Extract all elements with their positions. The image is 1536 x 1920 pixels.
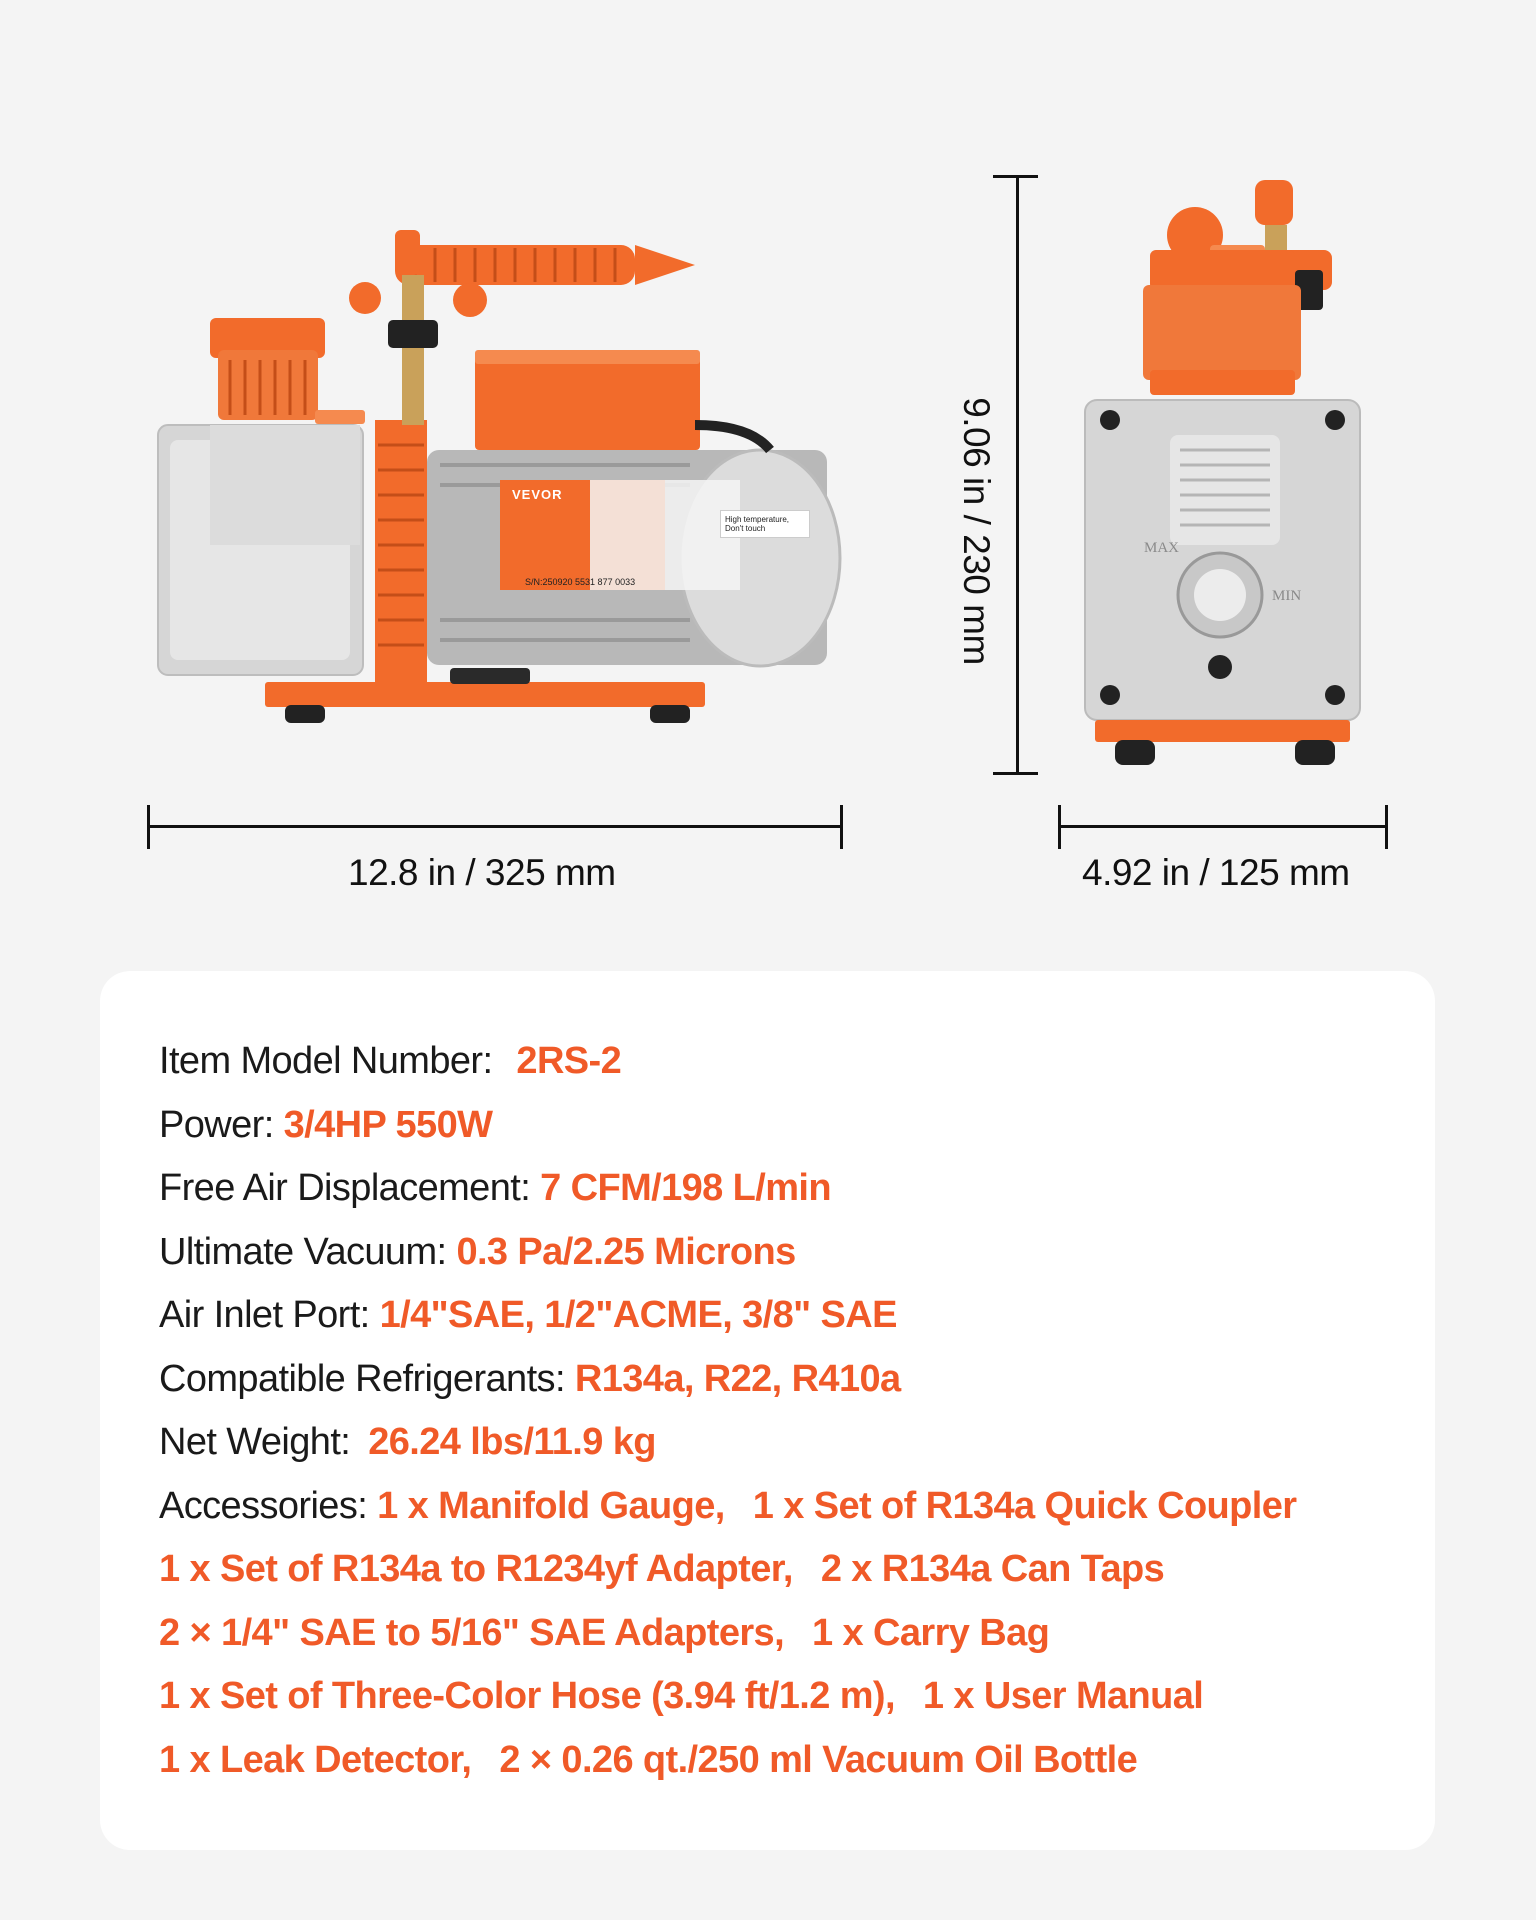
spec-value: 26.24 lbs/11.9 kg [368, 1421, 656, 1463]
specifications-list [159, 1030, 1296, 1792]
accessory-item: 2 × 1/4" SAE to 5/16" SAE Adapters, [159, 1611, 785, 1654]
length-dimension-line [147, 825, 842, 828]
spec-value: 7 CFM/198 L/min [540, 1167, 831, 1209]
spec-row-weight [159, 1411, 1296, 1475]
spec-label: Compatible Refrigerants: [159, 1357, 565, 1400]
spec-value: 2RS-2 [516, 1040, 622, 1082]
width-dimension-label: 4.92 in / 125 mm [1082, 852, 1350, 893]
accessory-item: 1 x Manifold Gauge, [377, 1484, 725, 1527]
width-dimension-tick-right [1385, 805, 1388, 849]
spec-label: Ultimate Vacuum: [159, 1230, 447, 1273]
length-dimension-tick-left [147, 805, 150, 849]
spec-label: Free Air Displacement: [159, 1167, 531, 1209]
accessory-item: 1 x Carry Bag [812, 1611, 1050, 1654]
spec-label: Air Inlet Port: [159, 1294, 370, 1336]
accessory-item: 1 x Leak Detector, [159, 1738, 472, 1781]
accessory-item: 1 x Set of Three-Color Hose (3.94 ft/1.2 m), [159, 1675, 895, 1717]
warning-label: High temperature, Don't touch [720, 510, 810, 538]
spec-row-power [159, 1094, 1296, 1158]
length-dimension-tick-right [840, 805, 843, 849]
spec-row-vacuum [159, 1221, 1296, 1285]
spec-label: Item Model Number: [159, 1040, 493, 1082]
gauge-max-label: MAX [1144, 540, 1180, 556]
accessory-item: 2 × 0.26 qt./250 ml Vacuum Oil Bottle [499, 1738, 1138, 1781]
brand-logo: VEVOR [512, 487, 563, 502]
spec-row-inlet-port [159, 1284, 1296, 1348]
accessories-row [159, 1665, 1296, 1729]
height-dimension-tick-top [993, 175, 1038, 178]
pump-front-view-image [1070, 175, 1380, 775]
accessory-item: 1 x User Manual [922, 1675, 1204, 1717]
spec-value: R134a, R22, R410a [574, 1357, 901, 1400]
accessory-item: 1 x Set of R134a Quick Coupler [752, 1484, 1297, 1527]
spec-label: Net Weight: [159, 1421, 351, 1463]
spec-row-model [159, 1030, 1296, 1094]
spec-value: 1/4"SAE, 1/2"ACME, 3/8" SAE [379, 1294, 897, 1336]
length-dimension-label: 12.8 in / 325 mm [348, 852, 616, 893]
serial-number: S/N:250920 5531 877 0033 [525, 577, 636, 587]
spec-label: Power: [159, 1103, 274, 1146]
width-dimension-tick-left [1058, 805, 1061, 849]
accessories-label: Accessories: [159, 1484, 368, 1527]
gauge-min-label: MIN [1272, 588, 1302, 604]
height-dimension-line [1016, 175, 1019, 775]
accessories-row [159, 1602, 1296, 1666]
accessories-row [159, 1475, 1296, 1539]
pump-side-view-image [150, 200, 850, 730]
accessories-row [159, 1538, 1296, 1602]
height-dimension-label: 9.06 in / 230 mm [956, 397, 997, 665]
accessory-item: 1 x Set of R134a to R1234yf Adapter, [159, 1548, 793, 1590]
spec-row-displacement [159, 1157, 1296, 1221]
height-dimension-tick-bottom [993, 772, 1038, 775]
spec-value: 0.3 Pa/2.25 Microns [456, 1230, 796, 1273]
accessory-item: 2 x R134a Can Taps [820, 1548, 1165, 1590]
spec-value: 3/4HP 550W [283, 1103, 493, 1146]
width-dimension-line [1058, 825, 1388, 828]
spec-row-refrigerants [159, 1348, 1296, 1412]
accessories-row [159, 1729, 1296, 1793]
